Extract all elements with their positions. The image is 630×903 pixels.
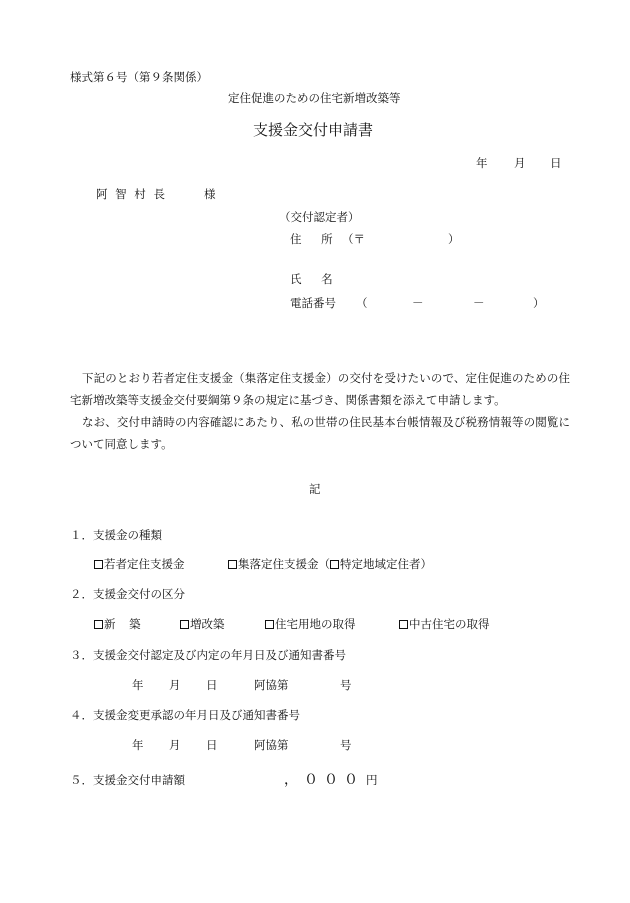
item5-label: ５．支援金交付申請額	[70, 773, 185, 787]
item4-label: ４．支援金変更承認の年月日及び通知書番号	[70, 708, 300, 722]
item2-option-extension-label: 増改築	[190, 617, 225, 631]
item4-notice-prefix: 阿協第	[254, 738, 289, 752]
item3-notice-suffix: 号	[340, 678, 352, 692]
item5-amount: ，０００	[284, 772, 364, 788]
applicant-heading: （交付認定者）	[279, 210, 360, 224]
item3-year: 年	[132, 678, 144, 692]
address-close: ）	[448, 232, 460, 246]
item2-option-land-label: 住宅用地の取得	[275, 617, 356, 631]
phone-open: （	[356, 296, 368, 310]
date-day-label: 日	[550, 156, 562, 170]
item1-option-village-label: 集落定住支援金（	[238, 557, 330, 571]
checkbox-icon[interactable]	[330, 560, 339, 569]
addressee-honorific: 様	[204, 187, 216, 201]
name-label: 氏 名	[290, 272, 333, 286]
paragraph-request: 下記のとおり若者定住支援金（集落定住支援金）の交付を受けたいので、定住促進のための住宅新増改築等支援金交付要綱第９条の規定に基づき、関係書類を添えて申請します。	[70, 371, 570, 407]
item2-option-extension[interactable]	[180, 619, 225, 631]
phone-dash-2: －	[473, 296, 485, 310]
item5-unit: 円	[366, 773, 378, 787]
checkbox-icon[interactable]	[228, 560, 237, 569]
item4-year: 年	[132, 738, 144, 752]
item1-option-young[interactable]	[94, 559, 185, 571]
item3-notice-prefix: 阿協第	[254, 678, 289, 692]
item4-day: 日	[206, 738, 218, 752]
phone-label: 電話番号	[290, 296, 336, 310]
document-title: 支援金交付申請書	[253, 121, 374, 139]
paragraph-consent: なお、交付申請時の内容確認にあたり、私の世帯の住民基本台帳情報及び税務情報等の閲覧について同意します。	[70, 415, 570, 451]
form-number: 様式第６号（第９条関係）	[70, 70, 208, 84]
item2-option-used[interactable]	[399, 619, 490, 631]
item2-option-new[interactable]	[94, 619, 141, 631]
item1-label: １．支援金の種類	[70, 528, 162, 542]
date-month-label: 月	[514, 156, 526, 170]
item2-option-new-label: 新 築	[104, 617, 141, 631]
item2-label: ２．支援金交付の区分	[70, 587, 185, 601]
checkbox-icon[interactable]	[94, 560, 103, 569]
checkbox-icon[interactable]	[399, 620, 408, 629]
addressee-name: 阿 智 村 長	[96, 187, 165, 201]
item2-option-used-label: 中古住宅の取得	[409, 617, 490, 631]
phone-dash-1: －	[412, 296, 424, 310]
item3-month: 月	[169, 678, 181, 692]
date-year-label: 年	[476, 156, 488, 170]
item3-label: ３．支援金交付認定及び内定の年月日及び通知書番号	[70, 648, 346, 662]
checkbox-icon[interactable]	[265, 620, 274, 629]
item1-option-young-label: 若者定住支援金	[104, 557, 185, 571]
checkbox-icon[interactable]	[94, 620, 103, 629]
item1-option-special-label: 特定地域定住者）	[340, 557, 432, 571]
document-subtitle: 定住促進のための住宅新増改築等	[228, 91, 401, 105]
checkbox-icon[interactable]	[180, 620, 189, 629]
item4-month: 月	[169, 738, 181, 752]
phone-close: ）	[533, 296, 545, 310]
item3-day: 日	[206, 678, 218, 692]
ki-heading: 記	[309, 482, 321, 496]
address-open: （〒	[342, 232, 365, 246]
item1-option-village[interactable]	[228, 559, 432, 571]
address-label: 住 所	[290, 232, 333, 246]
item4-notice-suffix: 号	[340, 738, 352, 752]
item2-option-land[interactable]	[265, 619, 356, 631]
